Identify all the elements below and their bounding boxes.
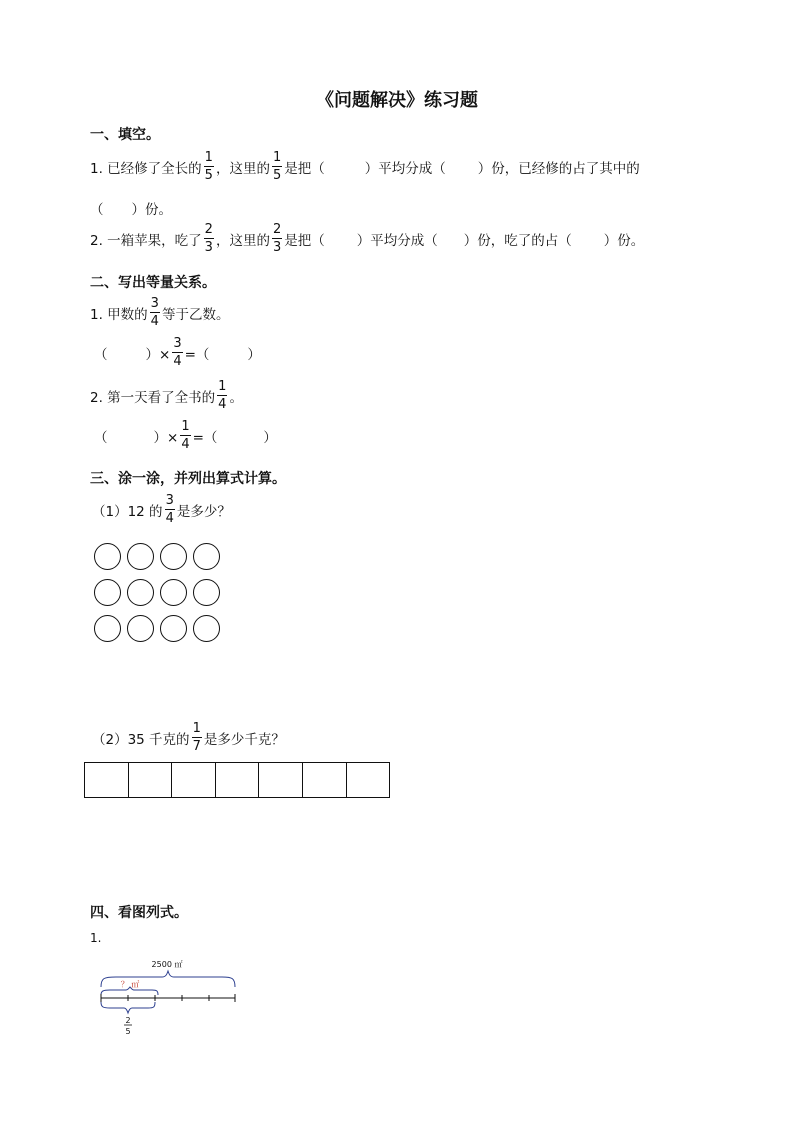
- segment-box[interactable]: [303, 763, 347, 797]
- fraction-numerator: 2: [125, 1016, 131, 1025]
- segment-box[interactable]: [129, 763, 173, 797]
- q2-1-text-a: 1. 甲数的: [90, 306, 148, 323]
- equation-2-2: [94, 420, 277, 451]
- question-3-1: [92, 494, 231, 525]
- question-2-1: [90, 297, 229, 328]
- q1-1-text-d: ）平均分成（: [364, 160, 446, 177]
- question-1-1-cont: [90, 198, 172, 218]
- q3-2-text-a: （2）35 千克的: [92, 731, 190, 748]
- q1-1-text-e: ）份，已经修的占了其中的: [477, 160, 640, 177]
- shade-circle[interactable]: [193, 615, 220, 642]
- segment-box[interactable]: [216, 763, 260, 797]
- q1-2-text-d: ）平均分成（: [356, 232, 438, 249]
- q2-2-text-a: 2. 第一天看了全书的: [90, 389, 216, 406]
- shade-circle[interactable]: [193, 579, 220, 606]
- fraction-1-4: [217, 380, 227, 411]
- shade-circle[interactable]: [127, 579, 154, 606]
- fraction-1-7: [192, 722, 202, 753]
- q2-2-text-b: 。: [229, 389, 243, 406]
- segment-boxes: [84, 762, 390, 798]
- q1-2-text-b: ，这里的: [215, 232, 270, 249]
- part-brace-top: [101, 987, 158, 995]
- question-1-1: [90, 151, 640, 182]
- fraction-2-3: [204, 223, 214, 254]
- fraction-3-4: [150, 297, 160, 328]
- circle-grid: [94, 543, 221, 643]
- paren-close: ）: [263, 429, 277, 446]
- q1-1-text-f: （: [90, 202, 104, 218]
- q1-1-text-g: ）份。: [131, 202, 172, 218]
- segment-box[interactable]: [347, 763, 390, 797]
- line-segment-diagram: [96, 950, 246, 1040]
- fraction-denominator: 5: [272, 168, 282, 183]
- q3-2-text-b: 是多少千克？: [203, 731, 285, 748]
- paren-close-times: ）×: [145, 346, 171, 363]
- question-1-2: [90, 223, 644, 254]
- q3-1-text-b: 是多少？: [176, 503, 231, 520]
- fraction-numerator: 1: [204, 150, 213, 165]
- shade-circle[interactable]: [160, 615, 187, 642]
- fraction-numerator: 1: [192, 721, 201, 736]
- fraction-3-4: [172, 337, 182, 368]
- paren-open: （: [94, 429, 108, 446]
- shade-circle[interactable]: [160, 579, 187, 606]
- fraction-numerator: 3: [173, 336, 182, 351]
- q1-2-text-f: ）份。: [603, 232, 645, 249]
- fraction-denominator: 3: [272, 240, 282, 255]
- fraction-denominator: 4: [218, 397, 227, 412]
- q1-2-text-c: 是把（: [284, 232, 325, 249]
- fraction-numerator: 3: [165, 493, 174, 508]
- question-2-2: [90, 380, 243, 411]
- equals-paren: =（: [192, 429, 218, 446]
- fraction-numerator: 1: [218, 379, 227, 394]
- q3-1-text-a: （1）12 的: [92, 503, 163, 520]
- paren-close: ）: [247, 346, 261, 363]
- total-area-label: 2500 ㎡: [151, 960, 183, 969]
- fraction-numerator: 1: [181, 419, 190, 434]
- question-3-2: [92, 722, 285, 753]
- fraction-1-5: [204, 151, 214, 182]
- section-heading-fill-blank: 一、填空。: [90, 127, 160, 143]
- q2-1-text-b: 等于乙数。: [161, 306, 230, 323]
- fraction-denominator: 4: [181, 437, 190, 452]
- fraction-numerator: 2: [272, 222, 282, 237]
- fraction-denominator: 4: [173, 354, 182, 369]
- shade-circle[interactable]: [94, 615, 121, 642]
- fraction-denominator: 5: [125, 1027, 131, 1036]
- q1-1-text-c: 是把（: [284, 160, 325, 177]
- q1-2-text-e: ）份，吃了的占（: [463, 232, 572, 249]
- equals-paren: =（: [184, 346, 210, 363]
- unknown-area-label: ？ ㎡: [120, 980, 140, 989]
- segment-box[interactable]: [259, 763, 303, 797]
- fraction-numerator: 1: [272, 150, 282, 165]
- shade-circle[interactable]: [127, 543, 154, 570]
- shade-circle[interactable]: [94, 579, 121, 606]
- fraction-numerator: 2: [204, 222, 213, 237]
- page-title: 《问题解决》练习题: [316, 90, 478, 111]
- section-heading-color-compute: 三、涂一涂，并列出算式计算。: [90, 471, 286, 487]
- segment-box[interactable]: [172, 763, 216, 797]
- q1-2-text-a: 2. 一箱苹果，吃了: [90, 232, 202, 249]
- q1-1-text-b: ，这里的: [215, 160, 270, 177]
- fraction-denominator: 7: [192, 739, 201, 754]
- equation-2-1: [94, 337, 261, 368]
- segment-box[interactable]: [85, 763, 129, 797]
- section-heading-equation: 二、写出等量关系。: [90, 275, 216, 291]
- fraction-2-3: [272, 223, 282, 254]
- fraction-numerator: 3: [150, 296, 159, 311]
- shade-circle[interactable]: [160, 543, 187, 570]
- question-4-1-label: 1.: [90, 931, 102, 945]
- fraction-denominator: 3: [204, 240, 213, 255]
- shade-circle[interactable]: [127, 615, 154, 642]
- fraction-1-5: [272, 151, 282, 182]
- section-heading-picture-equation: 四、看图列式。: [90, 905, 188, 921]
- fraction-denominator: 4: [150, 314, 159, 329]
- fraction-denominator: 4: [165, 511, 174, 526]
- q1-1-text-a: 1. 已经修了全长的: [90, 160, 202, 177]
- paren-open: （: [94, 346, 108, 363]
- shade-circle[interactable]: [94, 543, 121, 570]
- part-brace-bottom: [101, 1002, 155, 1013]
- fraction-3-4: [165, 494, 175, 525]
- fraction-1-4: [180, 420, 190, 451]
- shade-circle[interactable]: [193, 543, 220, 570]
- fraction-denominator: 5: [204, 168, 213, 183]
- paren-close-times: ）×: [153, 429, 179, 446]
